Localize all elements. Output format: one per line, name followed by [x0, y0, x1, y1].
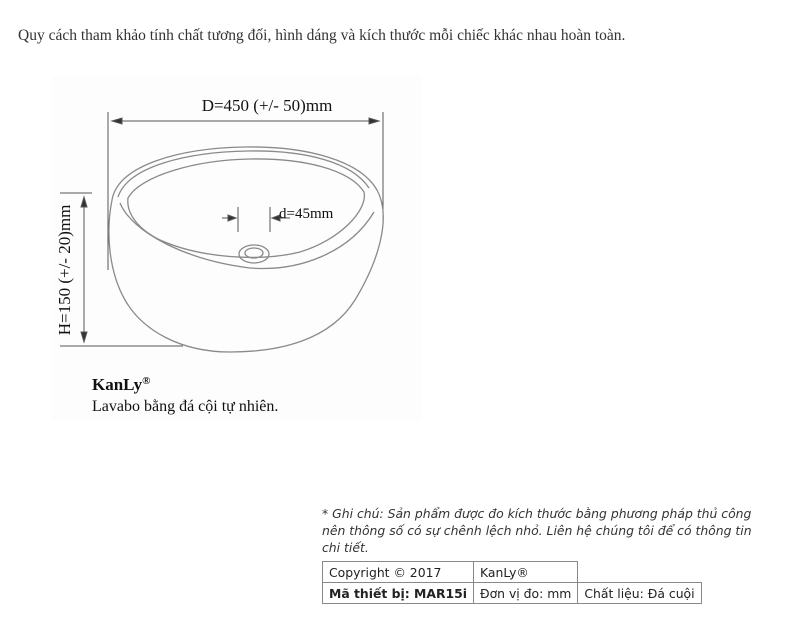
info-table: [322, 561, 702, 604]
drain-label: d=45mm: [279, 206, 334, 222]
empty-cell: [578, 562, 701, 583]
copyright-cell: Copyright © 2017: [323, 562, 474, 583]
brand-cell: KanLy®: [473, 562, 577, 583]
model-cell: Mã thiết bị: MAR15i: [323, 583, 474, 604]
brand-name: KanLy®: [92, 375, 151, 394]
material-cell: Chất liệu: Đá cuội: [578, 583, 701, 604]
measurement-note: * Ghi chú: Sản phẩm được đo kích thước bằng phương pháp thủ công nên thông số có sự chênh lệch nhỏ. Liên hệ chúng tôi để có thông tin chi tiết.: [322, 506, 752, 555]
height-label: H=150 (+/- 20)mm: [55, 204, 74, 336]
width-label: D=450 (+/- 50)mm: [201, 96, 333, 115]
drawing-caption: Lavabo bằng đá cội tự nhiên.: [92, 398, 279, 415]
unit-cell: Đơn vị đo: mm: [473, 583, 577, 604]
table-row: [323, 583, 702, 604]
intro-text: Quy cách tham khảo tính chất tương đối, hình dáng và kích thước mỗi chiếc khác nhau hoàn toàn.: [18, 27, 626, 44]
table-row: [323, 562, 702, 583]
